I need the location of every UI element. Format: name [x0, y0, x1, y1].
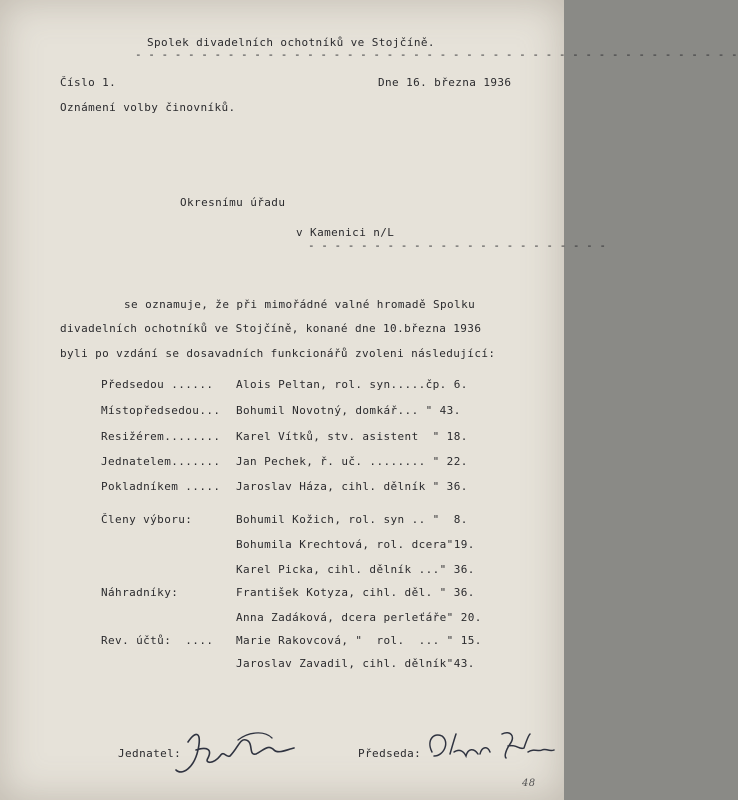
committee-entry: František Kotyza, cihl. děl. " 36. — [236, 586, 475, 599]
document-number: Číslo 1. — [60, 76, 117, 89]
addressee-underline: - - - - - - - - - - - - - - - - - - - - - - - — [308, 239, 607, 252]
title-underline: - - - - - - - - - - - - - - - - - - - - - - - - - - - - - - - - - - - - - - - - - - - - - - — [135, 48, 738, 61]
committee-entry: Bohumila Krechtová, rol. dcera"19. — [236, 538, 475, 551]
org-title: Spolek divadelních ochotníků ve Stojčíně. — [147, 36, 435, 49]
officer-role: Předsedou ...... — [101, 378, 214, 391]
committee-entry: Anna Zadáková, dcera perleťáře" 20. — [236, 611, 482, 624]
committee-entry: Jaroslav Zavadil, cihl. dělník"43. — [236, 657, 475, 670]
officer-entry: Alois Peltan, rol. syn.....čp. 6. — [236, 378, 468, 391]
officer-entry: Jan Pechek, ř. uč. ........ " 22. — [236, 455, 468, 468]
addressee-town: v Kamenici n/L — [296, 226, 395, 239]
body-line-2: divadelních ochotníků ve Stojčíně, konané dne 10.března 1936 — [60, 322, 482, 335]
chair-label: Předseda: — [358, 747, 422, 760]
chair-signature — [420, 722, 560, 772]
document-date: Dne 16. března 1936 — [378, 76, 512, 89]
officer-role: Pokladníkem ..... — [101, 480, 221, 493]
secretary-signature — [168, 720, 318, 780]
document-subject: Oznámení volby činovníků. — [60, 101, 236, 114]
secretary-label: Jednatel: — [118, 747, 182, 760]
committee-role: Náhradníky: — [101, 586, 179, 599]
officer-entry: Jaroslav Háza, cihl. dělník " 36. — [236, 480, 468, 493]
committee-entry: Bohumil Kožich, rol. syn .. " 8. — [236, 513, 468, 526]
body-line-3: byli po vzdání se dosavadních funkcionářů zvoleni následující: — [60, 347, 496, 360]
page-number: 48 — [522, 778, 536, 789]
committee-role: Členy výboru: — [101, 513, 193, 526]
committee-entry: Karel Picka, cihl. dělník ..." 36. — [236, 563, 475, 576]
committee-role: Rev. účtů: .... — [101, 634, 214, 647]
officer-role: Jednatelem....... — [101, 455, 221, 468]
body-line-1: se oznamuje, že při mimořádné valné hromadě Spolku — [124, 298, 476, 311]
addressee-office: Okresnímu úřadu — [180, 196, 286, 209]
officer-role: Resižérem........ — [101, 430, 221, 443]
officer-entry: Karel Vítků, stv. asistent " 18. — [236, 430, 468, 443]
committee-entry: Marie Rakovcová, " rol. ... " 15. — [236, 634, 482, 647]
officer-entry: Bohumil Novotný, domkář... " 43. — [236, 404, 461, 417]
officer-role: Místopředsedou... — [101, 404, 221, 417]
